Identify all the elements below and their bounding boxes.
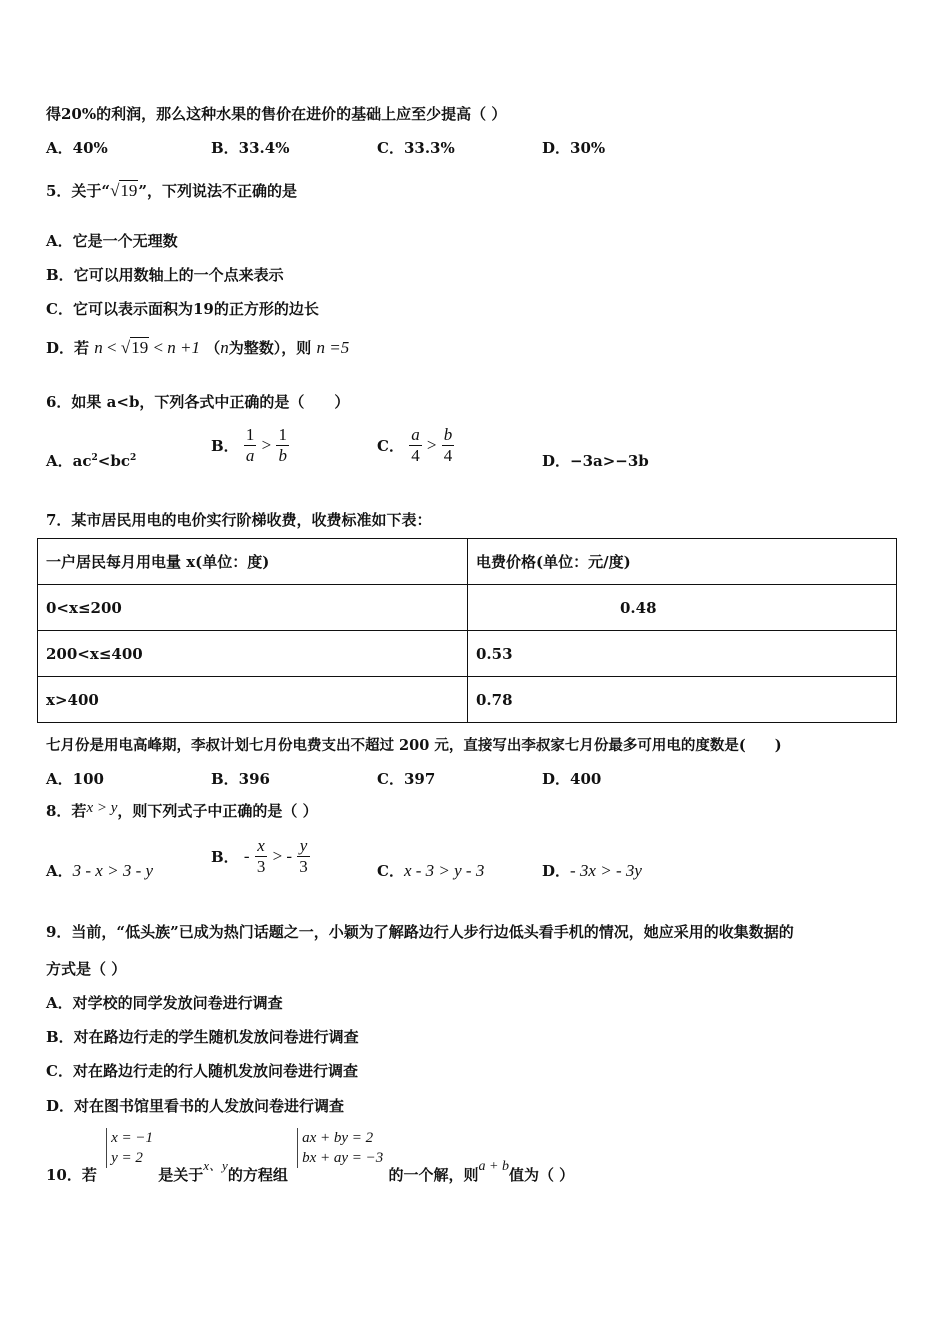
table-header-price: 电费价格(单位：元/度) bbox=[468, 539, 897, 585]
table-header-row bbox=[38, 539, 897, 585]
table-cell-price: 0.78 bbox=[468, 677, 897, 723]
table-row bbox=[38, 631, 897, 677]
q8-option-b: B． - $\frac{x}{3}$ > - $\frac{y}{3}$ bbox=[211, 836, 308, 876]
q4-option-a: A．40% bbox=[46, 139, 108, 157]
electricity-price-table bbox=[37, 538, 897, 723]
q8-stem: 8．若x > y，则下列式子中正确的是（ ） bbox=[46, 800, 318, 820]
q9-option-b: B．对在路边行走的学生随机发放问卷进行调查 bbox=[46, 1028, 359, 1046]
q4-option-c: C．33.3% bbox=[377, 139, 455, 157]
q9-stem-line1: 9．当前，“低头族”已成为热门话题之一，小颖为了解路边行人步行边低头看手机的情况，她应采用的收集数据的 bbox=[46, 923, 794, 941]
q6-option-a: A．$ac^2<bc^2$ bbox=[46, 452, 137, 470]
q10-stem: 10．若 x = −1 y = 2 是关于x、y的方程组 ax + by = 2 bx + ay = −3 的一个解，则a + b值为（ ） bbox=[46, 1130, 575, 1184]
q7-option-a: A．100 bbox=[46, 770, 104, 788]
solution-system: x = −1 y = 2 bbox=[106, 1128, 153, 1168]
q7-option-b: B．396 bbox=[211, 770, 270, 788]
q5-option-c: C．它可以表示面积为19的正方形的边长 bbox=[46, 300, 319, 318]
equation-system: ax + by = 2 bx + ay = −3 bbox=[297, 1128, 383, 1168]
table-row bbox=[38, 677, 897, 723]
q7-question: 七月份是用电高峰期，李叔计划七月份电费支出不超过 200 元，直接写出李叔家七月份最多可用电的度数是( ) bbox=[46, 737, 782, 754]
q7-option-d: D．400 bbox=[542, 770, 602, 788]
q9-stem-line2: 方式是（ ） bbox=[46, 960, 127, 978]
q9-option-d: D．对在图书馆里看书的人发放问卷进行调查 bbox=[46, 1097, 345, 1115]
q6-stem: 6．如果 a<b，下列各式中正确的是（ ） bbox=[46, 393, 350, 411]
q8-option-d: D．- 3x > - 3y bbox=[542, 861, 642, 880]
q4-stem: 得20%的利润，那么这种水果的售价在进价的基础上应至少提高（ ） bbox=[46, 105, 507, 123]
sqrt-19: √19 bbox=[110, 181, 138, 200]
table-cell-range: 0<x≤200 bbox=[38, 585, 468, 631]
q9-option-a: A．对学校的同学发放问卷进行调查 bbox=[46, 994, 283, 1012]
table-header-usage: 一户居民每月用电量 x(单位：度) bbox=[38, 539, 468, 585]
q4-option-d: D．30% bbox=[542, 139, 606, 157]
q8-option-a: A．3 - x > 3 - y bbox=[46, 861, 154, 880]
q6-option-b: B． $\frac{1}{a}$ > $\frac{1}{b}$ bbox=[211, 425, 287, 465]
table-cell-range: 200<x≤400 bbox=[38, 631, 468, 677]
table-cell-price: 0.48 bbox=[468, 585, 897, 631]
q6-option-c: C． $\frac{a}{4}$ > $\frac{b}{4}$ bbox=[377, 425, 453, 465]
q8-option-c: C．x - 3 > y - 3 bbox=[377, 861, 485, 880]
q7-stem: 7．某市居民用电的电价实行阶梯收费，收费标准如下表： bbox=[46, 511, 432, 529]
q5-option-a: A．它是一个无理数 bbox=[46, 232, 178, 250]
q9-option-c: C．对在路边行走的行人随机发放问卷进行调查 bbox=[46, 1062, 358, 1080]
q5-option-b: B．它可以用数轴上的一个点来表示 bbox=[46, 266, 284, 284]
q4-option-b: B．33.4% bbox=[211, 139, 290, 157]
table-cell-price: 0.53 bbox=[468, 631, 897, 677]
q7-option-c: C．397 bbox=[377, 770, 436, 788]
q5-option-d: D．若 n < √19 < n +1 （n为整数），则 n =5 bbox=[46, 338, 350, 357]
q6-option-d: D．−3a>−3b bbox=[542, 452, 649, 470]
table-row bbox=[38, 585, 897, 631]
table-cell-range: x>400 bbox=[38, 677, 468, 723]
q5-stem: 5．关于“√19”，下列说法不正确的是 bbox=[46, 181, 298, 200]
